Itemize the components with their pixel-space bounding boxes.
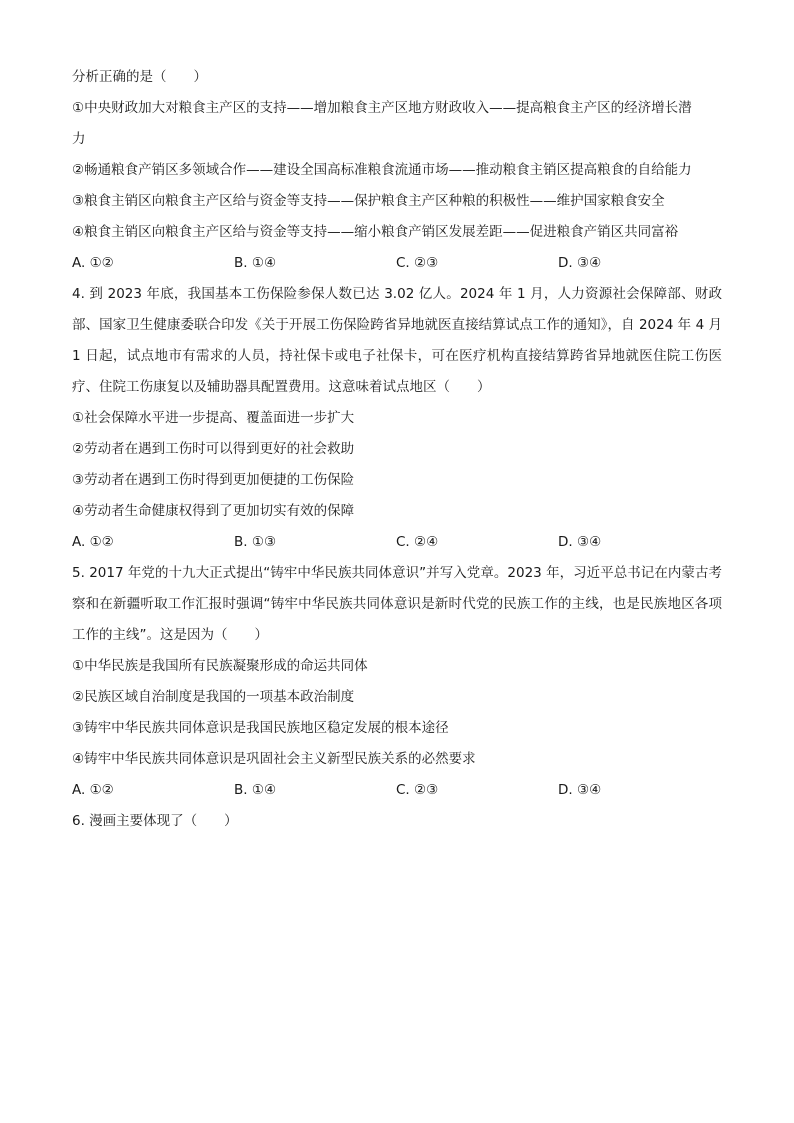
q4-option-c[interactable]: C. ②④ bbox=[396, 534, 439, 550]
q5-item-1: ①中华民族是我国所有民族凝聚形成的命运共同体 bbox=[72, 658, 368, 674]
question-3 bbox=[72, 62, 722, 279]
q5-option-b[interactable]: B. ①④ bbox=[234, 782, 277, 798]
q5-options bbox=[72, 775, 722, 806]
q4-options bbox=[72, 527, 722, 558]
q5-item-4: ④铸牢中华民族共同体意识是巩固社会主义新型民族关系的必然要求 bbox=[72, 751, 476, 767]
q3-item-1: ①中央财政加大对粮食主产区的支持——增加粮食主产区地方财政收入——提高粮食主产区的经济增长潜 bbox=[72, 100, 692, 116]
exam-page bbox=[72, 62, 722, 837]
q3-item-4: ④粮食主销区向粮食主产区给与资金等支持——缩小粮食产销区发展差距——促进粮食产销区共同富裕 bbox=[72, 224, 679, 240]
q3-option-b[interactable]: B. ①④ bbox=[234, 255, 277, 271]
q4-item-1: ①社会保障水平进一步提高、覆盖面进一步扩大 bbox=[72, 410, 355, 426]
question-4 bbox=[72, 279, 722, 558]
q3-option-a[interactable]: A. ①② bbox=[72, 255, 114, 271]
question-5 bbox=[72, 558, 722, 806]
q3-option-d[interactable]: D. ③④ bbox=[558, 255, 602, 271]
q4-item-3: ③劳动者在遇到工伤时得到更加便捷的工伤保险 bbox=[72, 472, 355, 488]
q4-stem: 4. 到 2023 年底，我国基本工伤保险参保人数已达 3.02 亿人。2024 年 1 月，人力资源社会保障部、财政部、国家卫生健康委联合印发《关于开展工伤保险跨省异地就医直接结算试点工作的通知》，自 2024 年 4 月 1 日起，试点地市有需求的人员，持社保卡或电子社保卡，可在医疗机构直接结算跨省异地就医住院工伤医疗、住院工伤康复以及辅助器具配置费用。这意味着试点地区（ ） bbox=[72, 286, 722, 395]
q3-item-3: ③粮食主销区向粮食主产区给与资金等支持——保护粮食主产区种粮的积极性——维护国家粮食安全 bbox=[72, 193, 665, 209]
q5-option-a[interactable]: A. ①② bbox=[72, 782, 114, 798]
q3-options bbox=[72, 248, 722, 279]
q4-option-d[interactable]: D. ③④ bbox=[558, 534, 602, 550]
question-6 bbox=[72, 806, 722, 837]
q3-option-c[interactable]: C. ②③ bbox=[396, 255, 439, 271]
q4-item-4: ④劳动者生命健康权得到了更加切实有效的保障 bbox=[72, 503, 355, 519]
q4-item-2: ②劳动者在遇到工伤时可以得到更好的社会救助 bbox=[72, 441, 355, 457]
q5-item-3: ③铸牢中华民族共同体意识是我国民族地区稳定发展的根本途径 bbox=[72, 720, 449, 736]
q6-stem: 6. 漫画主要体现了（ ） bbox=[72, 813, 238, 829]
q3-stem-tail: 分析正确的是（ ） bbox=[72, 69, 207, 85]
q5-option-c[interactable]: C. ②③ bbox=[396, 782, 439, 798]
q4-option-a[interactable]: A. ①② bbox=[72, 534, 114, 550]
q4-option-b[interactable]: B. ①③ bbox=[234, 534, 277, 550]
q3-item-1-cont: 力 bbox=[72, 131, 86, 147]
q5-item-2: ②民族区域自治制度是我国的一项基本政治制度 bbox=[72, 689, 355, 705]
q5-stem: 5. 2017 年党的十九大正式提出“铸牢中华民族共同体意识”并写入党章。2023 年，习近平总书记在内蒙古考察和在新疆听取工作汇报时强调“铸牢中华民族共同体意识是新时代党的民族工作的主线，也是民族地区各项工作的主线”。这是因为（ ） bbox=[72, 565, 722, 643]
q3-item-2: ②畅通粮食产销区多领域合作——建设全国高标准粮食流通市场——推动粮食主销区提高粮食的自给能力 bbox=[72, 162, 692, 178]
q5-option-d[interactable]: D. ③④ bbox=[558, 782, 602, 798]
